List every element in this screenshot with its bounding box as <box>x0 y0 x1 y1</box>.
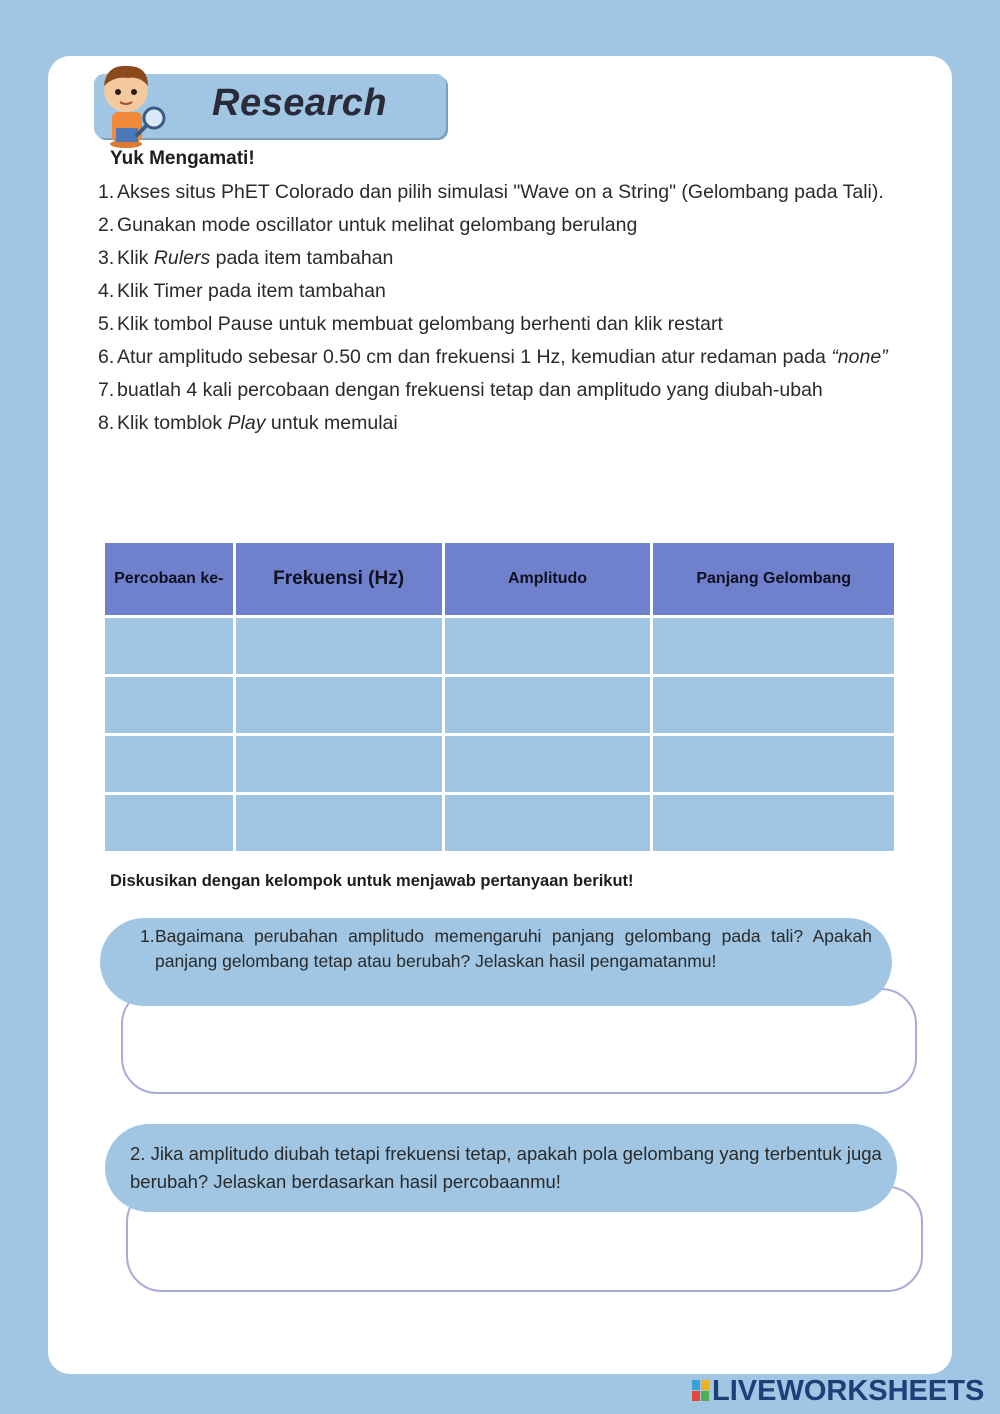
section-heading: Yuk Mengamati! <box>110 148 255 169</box>
instruction-step-2: 2. Gunakan mode oscillator untuk melihat gelombang berulang <box>98 214 638 236</box>
answer-cell[interactable] <box>445 795 651 851</box>
liveworksheets-logo-icon <box>692 1380 710 1402</box>
header-trial: Percobaan ke- <box>105 543 233 615</box>
kid-with-magnifier-icon <box>88 56 174 152</box>
answer-cell[interactable] <box>236 736 442 792</box>
table-row <box>105 618 894 674</box>
answer-cell[interactable] <box>236 795 442 851</box>
answer-cell[interactable] <box>653 736 894 792</box>
instruction-step-7: 7. buatlah 4 kali percobaan dengan frekuensi tetap dan amplitudo yang diubah-ubah <box>98 379 823 401</box>
liveworksheets-logo <box>692 1376 984 1406</box>
header-wavelength: Panjang Gelombang <box>653 543 894 615</box>
answer-cell[interactable] <box>236 618 442 674</box>
answer-cell[interactable] <box>653 618 894 674</box>
answer-cell[interactable] <box>105 795 233 851</box>
table-header-row <box>105 543 894 615</box>
question-bubble-1 <box>100 918 892 1006</box>
header-frequency: Frekuensi (Hz) <box>236 543 442 615</box>
question-bubble-2 <box>105 1124 897 1212</box>
question-1-text: Bagaimana perubahan amplitudo memengaruhi panjang gelombang pada tali? Apakah panjang gelombang tetap atau berubah? Jelaskan hasil pengamatanmu! <box>155 926 872 971</box>
answer-cell[interactable] <box>105 618 233 674</box>
page-title: Research <box>212 82 388 124</box>
answer-cell[interactable] <box>653 795 894 851</box>
header-amplitude: Amplitudo <box>445 543 651 615</box>
answer-cell[interactable] <box>105 677 233 733</box>
question-1-number: 1. <box>140 926 155 946</box>
answer-cell[interactable] <box>653 677 894 733</box>
answer-cell[interactable] <box>236 677 442 733</box>
instruction-step-6: 6. Atur amplitudo sebesar 0.50 cm dan frekuensi 1 Hz, kemudian atur redaman pada “none” <box>98 346 888 368</box>
answer-cell[interactable] <box>445 618 651 674</box>
instruction-step-8: 8. Klik tomblok Play untuk memulai <box>98 412 398 434</box>
table-row <box>105 736 894 792</box>
answer-cell[interactable] <box>445 736 651 792</box>
instruction-step-3: 3. Klik Rulers pada item tambahan <box>98 247 394 269</box>
instruction-step-1: 1. Akses situs PhET Colorado dan pilih simulasi "Wave on a String" (Gelombang pada Tali). <box>98 181 884 203</box>
question-2-text: 2. Jika amplitudo diubah tetapi frekuensi tetap, apakah pola gelombang yang terbentuk juga berubah? Jelaskan berdasarkan hasil percobaanmu! <box>130 1143 882 1192</box>
table-row <box>105 795 894 851</box>
answer-cell[interactable] <box>105 736 233 792</box>
answer-cell[interactable] <box>445 677 651 733</box>
instruction-step-4: 4. Klik Timer pada item tambahan <box>98 280 386 302</box>
observation-table <box>102 540 897 854</box>
discussion-prompt: Diskusikan dengan kelompok untuk menjawab pertanyaan berikut! <box>110 872 634 890</box>
instruction-step-5: 5. Klik tombol Pause untuk membuat gelombang berhenti dan klik restart <box>98 313 723 335</box>
brand-name: LIVEWORKSHEETS <box>712 1374 985 1407</box>
instruction-list <box>98 176 918 440</box>
table-row <box>105 677 894 733</box>
